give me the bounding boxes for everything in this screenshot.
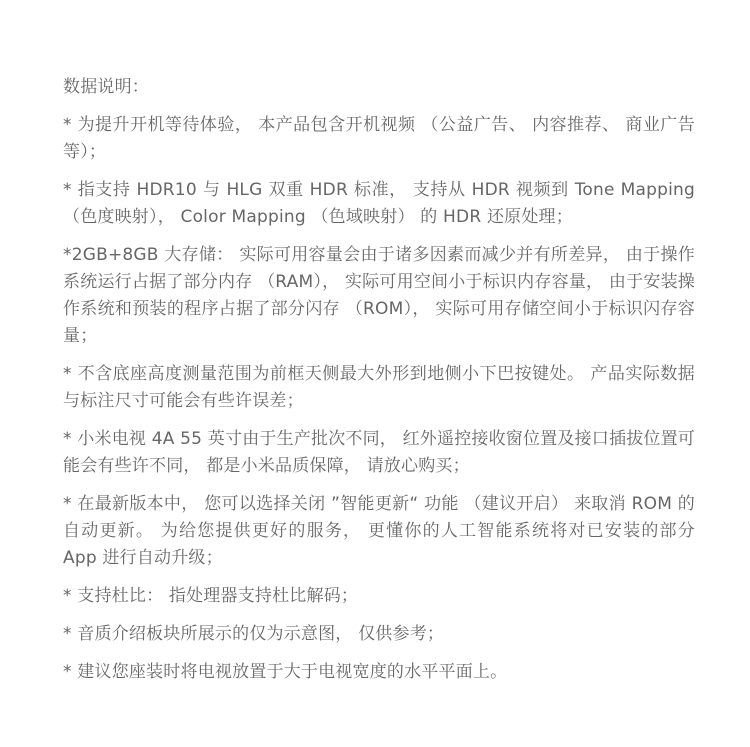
note-dimensions: * 不含底座高度测量范围为前框天侧最大外形到地侧小下巴按键处。 产品实际数据与标注尺寸可能会有些许误差；	[63, 364, 695, 411]
data-notes-section	[63, 74, 695, 697]
note-dolby: * 支持杜比： 指处理器支持杜比解码；	[63, 586, 359, 606]
note-boot-video: * 为提升开机等待体验， 本产品包含开机视频 （公益广告、 内容推荐、 商业广告等）；	[63, 115, 695, 162]
notes-heading: 数据说明：	[63, 77, 149, 97]
note-placement: * 建议您座装时将电视放置于大于电视宽度的水平平面上。	[63, 662, 508, 682]
note-storage: *2GB+8GB 大存储： 实际可用容量会由于诸多因素而减少并有所差异， 由于操作系统运行占据了部分内存 （RAM）， 实际可用空间小于标识内存容量， 由于安装操作系统和预装的程序占据了部分闪存 （ROM）， 实际可用存储空间小于标识闪存容量；	[63, 245, 695, 346]
note-hdr-support: * 指支持 HDR10 与 HLG 双重 HDR 标准， 支持从 HDR 视频到 Tone Mapping （色度映射）， Color Mapping （色域映射） 的 HDR 还原处理；	[63, 180, 695, 227]
note-audio-illustration: * 音质介绍板块所展示的仅为示意图， 仅供参考；	[63, 624, 445, 644]
note-smart-update: * 在最新版本中， 您可以选择关闭 ”智能更新“ 功能 （建议开启） 来取消 ROM 的自动更新。 为给您提供更好的服务， 更懂你的人工智能系统将对已安装的部分 App 进行自动升级；	[63, 494, 695, 568]
note-ir-window: * 小米电视 4A 55 英寸由于生产批次不同， 红外遥控接收窗位置及接口插拔位置可能会有些许不同， 都是小米品质保障， 请放心购买；	[63, 429, 695, 476]
